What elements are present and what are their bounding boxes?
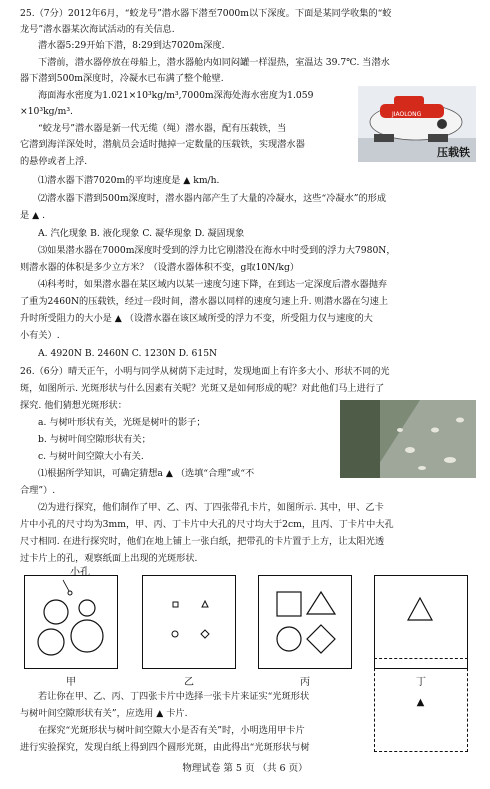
q25-line: 器下潜到500m深度时，冷凝水已布满了整个舱壁. [20,73,224,84]
q25-part3: ⑶如果潜水器在7000m深度时受到的浮力比它刚潜没在海水中时受到的浮力大7980N， [38,245,396,256]
q26-line: 若让你在甲、乙、丙、丁四张卡片中选择一张卡片来证实“光斑形状 [38,691,310,702]
q25-line: 了重为2460N的压载铁，经过一段时间，潜水器以同样的速度匀速上升. 则潜水器在匀速上 [20,296,389,307]
card-jia-label: 甲 [66,677,76,688]
answer-box [374,658,468,752]
q25-part2: ⑵潜水器下潜到500m深度时，潜水器内部产生了大量的冷凝水，这些“冷凝水”的形成 [38,193,387,204]
q25-line: 升时所受阻力的大小是 ▲ （设潜水器在该区域所受的浮力不变，所受阻力仅与速度的大 [20,313,373,324]
page-footer: 物理试卷 第 5 页 （共 6 页） [182,763,308,774]
card-ding [374,575,468,669]
q25-line: “蛟龙号”潜水器是新一代无缆（绳）潜水器，配有压载铁，当 [38,123,287,134]
q25-line: 龙号”潜水器某次海试活动的有关信息. [20,24,175,35]
q26-line: 合理”）. [20,485,56,496]
q25-line: 它潜到海洋深处时，潜航员会适时抛掉一定数量的压载铁，实现潜水器 [20,139,305,150]
q25-line: 25.（7分）2012年6月，“蛟龙号”潜水器下潜至7000m以下深度。下面是某同学收集的“蛟 [20,8,392,19]
hole-label: 小孔 [70,567,90,578]
q25-line: ×10³kg/m³. [20,106,73,117]
q25-line: 海面海水密度为1.021×10³kg/m³,7000m深海处海水密度为1.059 [38,90,314,101]
q25-line: 潜水器5:29开始下潜，8:29到达7020m深度. [38,40,225,51]
q25-part4: ⑷科考时，如果潜水器在某区域内以某一速度匀速下降，在到达一定深度后潜水器抛弃 [38,279,388,290]
q26-part1: ⑴根据所学知识，可确定猜想a ▲ （选填“合理”或“不 [38,468,255,479]
q26-line: 片中小孔的尺寸均为3mm，甲、丙、丁卡片中大孔的尺寸均大于2cm，且丙、丁卡片中大孔 [20,519,394,530]
q25-options: A. 4920N B. 2460N C. 1230N D. 615N [38,348,218,359]
q26-line: 过卡片上的孔，观察纸面上出现的光斑形状. [20,553,198,564]
submarine-photo [358,86,476,162]
q26-guess-b: b. 与树叶间空隙形状有关； [38,434,151,445]
q26-guess-c: c. 与树叶间空隙大小有关. [38,451,144,462]
q25-line: 的悬停或者上浮. [20,156,88,167]
q25-line: 是 ▲ . [20,210,46,221]
q26-line: 与树叶间空隙形状有关”，应选用 ▲ 卡片. [20,708,188,719]
card-bing-label: 丙 [300,677,310,688]
q26-line: 进行实验探究，发现白纸上得到四个圆形光斑，由此得出“光斑形状与树 [20,742,310,753]
card-yi-label: 乙 [184,677,194,688]
svg-text:JIAOLONG: JIAOLONG [392,111,422,118]
card-ding-label: 丁 [416,677,426,688]
card-yi [142,575,236,669]
q26-line: 探究. 他们猜想光斑形状： [20,400,127,411]
q26-line: 尺寸相同. 在进行探究时，他们在地上铺上一张白纸，把带孔的卡片置于上方，让太阳光透 [20,536,385,547]
card-jia [24,575,118,669]
q25-line: 下潜前，潜水器停放在母船上，潜水器舱内如同闷罐一样湿热，室温达 39.7℃. 当潜水 [38,57,390,68]
ballast-label: 压载铁 [437,146,470,159]
card-bing [258,575,352,669]
q25-part1: ⑴潜水器下潜7020m的平均速度是 ▲ km/h. [38,175,220,186]
answer-mark: ▲ [416,697,425,708]
q26-line: 26.（6分）晴天正午，小明与同学从树荫下走过时，发现地面上有许多大小、形状不同的光 [20,366,390,377]
q26-line: 在探究“光斑形状与树叶间空隙大小是否有关”时，小明选用甲卡片 [38,725,305,736]
q26-part2: ⑵为进行探究，他们制作了甲、乙、丙、丁四张带孔卡片，如图所示. 其中，甲、乙卡 [38,502,384,513]
q26-guess-a: a. 与树叶形状有关，光斑是树叶的影子； [38,417,206,428]
q25-line: 则潜水器的体积是多少立方米？（设潜水器体积不变，g取10N/kg） [20,262,300,273]
q25-options: A. 汽化现象 B. 液化现象 C. 凝华现象 D. 凝固现象 [38,228,245,239]
q26-line: 斑，如图所示. 光斑形状与什么因素有关呢？光斑又是如何形成的呢？对此他们马上进行了 [20,383,385,394]
q25-line: 小有关）. [20,330,60,341]
tree-shade-photo [340,400,476,478]
